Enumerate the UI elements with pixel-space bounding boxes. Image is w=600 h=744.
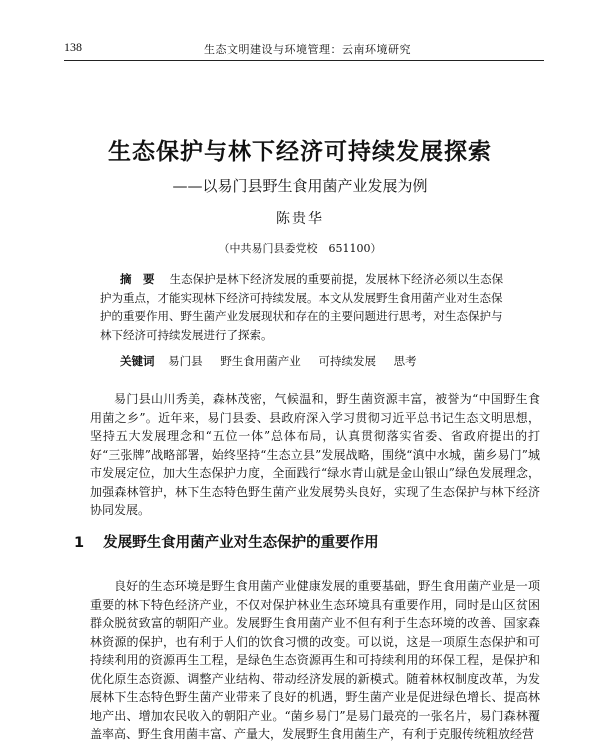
article-title: 生态保护与林下经济可持续发展探索: [108, 139, 492, 165]
keywords: [120, 353, 520, 369]
abstract-label: 摘 要: [120, 272, 155, 286]
author-name: 陈贵华: [276, 211, 324, 227]
intro-paragraph: 易门县山川秀美，森林茂密，气候温和，野生菌资源丰富，被誉为“中国野生食用菌之乡”。近年来，易门县委、县政府深入学习贯彻习近平总书记生态文明思想，坚持五大发展理念和“五位一体”总体布局，认真贯彻落实省委、省政府提出的打好“三张牌”战略部署，始终坚持“生态立县”发展战略，围绕“滇中水城，菌乡易门”城市发展定位，加大生态保护力度，全面践行“绿水青山就是金山银山”绿色发展理念，加强森林管护，林下生态特色野生菌产业发展势头良好，实现了生态保护与林下经济协同发展。: [90, 392, 540, 517]
running-head: 生态文明建设与环境管理：云南环境研究: [204, 43, 411, 56]
keyword: 可持续发展: [318, 354, 376, 368]
section-title: 发展野生食用菌产业对生态保护的重要作用: [103, 535, 379, 551]
article-subtitle: ——以易门县野生食用菌产业发展为例: [172, 177, 428, 195]
section-number: 1: [74, 535, 85, 551]
abstract-text: 生态保护是林下经济发展的重要前提，发展林下经济必须以生态保护为重点，才能实现林下经济可持续发展。本文从发展野生食用菌产业对生态保护的重要作用、野生菌产业发展现状和存在的主要问题进行思考，对生态保护与林下经济可持续发展进行了探索。: [100, 272, 504, 342]
section-paragraph: 良好的生态环境是野生食用菌产业健康发展的重要基础，野生食用菌产业是一项重要的林下特色经济产业，不仅对保护林业生态环境具有重要作用，同时是山区贫困群众脱贫致富的朝阳产业。发展野生食用菌产业不但有利于生态环境的改善、国家森林资源的保护，也有利于人们的饮食习惯的改变。可以说，这是一项原生态保护和可持续利用的资源再生工程，是绿色生态资源再生和可持续利用的环保工程，是保护和优化原生态资源、调整产业结构、带动经济发展的新模式。随着林权制度改革，为发展林下生态特色野生菌产业带来了良好的机遇，野生菌产业是促进绿色增长、提高林地产出、增加农民收入的朝阳产业。“菌乡易门”是易门最亮的一张名片，易门森林覆盖率高、野生食用菌丰富、产量大，发展野生食用菌生产，有利于克服传统粗放经营: [90, 579, 540, 741]
keyword: 野生食用菌产业: [220, 354, 301, 368]
section-heading: [74, 531, 554, 552]
keyword: 易门县: [168, 354, 203, 368]
keyword: 思考: [393, 354, 417, 368]
author-affiliation: （中共易门县委党校 651100）: [218, 242, 382, 255]
page-header: [64, 40, 544, 60]
header-rule: [64, 60, 544, 61]
abstract: [100, 270, 510, 344]
page-number: 138: [64, 40, 82, 54]
keywords-label: 关键词: [120, 354, 155, 368]
